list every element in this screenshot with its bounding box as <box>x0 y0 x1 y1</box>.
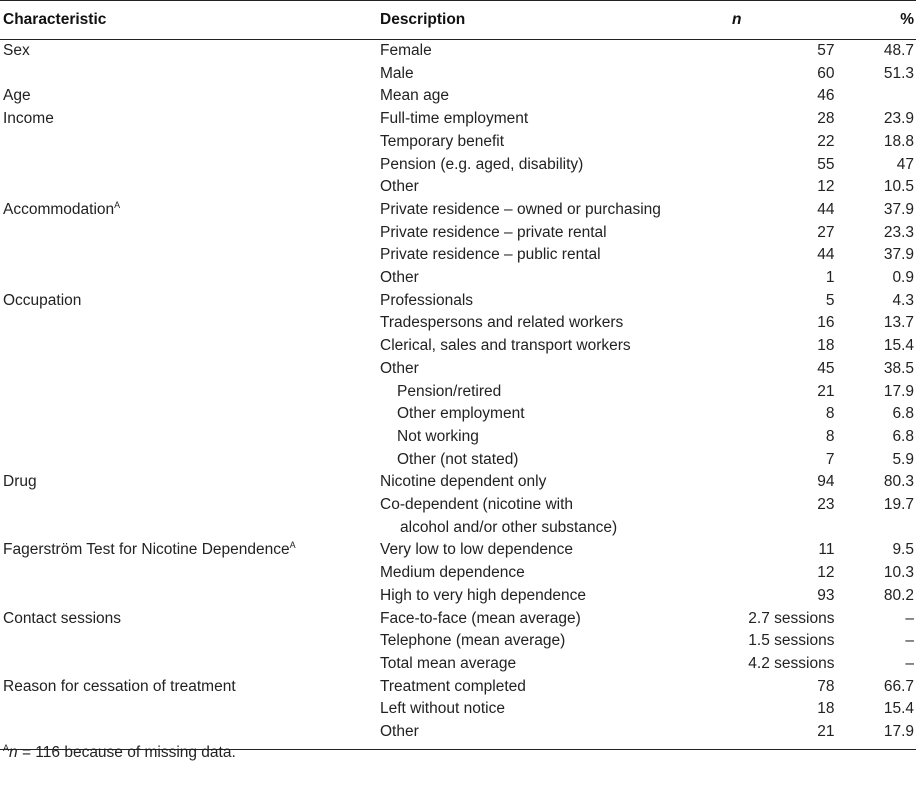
n-cell: 4.2 sessions <box>748 654 835 672</box>
header-n: n <box>732 1 834 40</box>
description-cell <box>380 539 732 562</box>
characteristic-cell <box>0 358 380 381</box>
characteristic-cell <box>0 131 380 154</box>
percent-cell: 15.4 <box>883 700 914 718</box>
percent-cell: 15.4 <box>883 337 914 355</box>
n-cell: 8 <box>825 405 835 423</box>
characteristic-cell <box>0 63 380 86</box>
n-cell: 44 <box>817 246 835 264</box>
description-cell <box>380 653 732 676</box>
percent-cell: 13.7 <box>883 314 914 332</box>
description-label: Left without notice <box>380 700 505 718</box>
percent-cell: 80.2 <box>883 586 914 604</box>
table-row <box>0 494 916 539</box>
characteristic-label: Accommodation <box>3 200 115 218</box>
description-cell <box>380 608 732 631</box>
table-row <box>0 63 916 86</box>
percent-cell: 51.3 <box>883 64 914 82</box>
percent-cell: 0.9 <box>892 269 914 287</box>
description-label: Mean age <box>380 87 449 105</box>
n-cell: 46 <box>817 87 835 105</box>
n-cell: 21 <box>817 723 835 741</box>
table-row <box>0 539 916 562</box>
table-row <box>0 176 916 199</box>
footnote <box>3 744 236 762</box>
description-label: Very low to low dependence <box>380 541 574 559</box>
n-cell: 55 <box>817 155 835 173</box>
description-cell <box>380 222 732 245</box>
description-label: Other <box>380 359 419 377</box>
description-label: Tradespersons and related workers <box>380 314 624 332</box>
characteristic-cell <box>0 698 380 721</box>
percent-cell: 9.5 <box>892 541 914 559</box>
description-label: Pension (e.g. aged, disability) <box>380 155 584 173</box>
n-cell: 44 <box>817 200 835 218</box>
description-label: Private residence – public rental <box>380 246 601 264</box>
table-row <box>0 381 916 404</box>
table-row <box>0 403 916 426</box>
description-cell <box>380 381 732 404</box>
description-label: Other <box>380 723 419 741</box>
description-cell <box>380 403 732 426</box>
description-label: Co-dependent (nicotine with <box>380 496 574 514</box>
characteristic-label: Income <box>3 110 54 128</box>
percent-cell: 4.3 <box>892 291 914 309</box>
table-body <box>0 40 916 750</box>
n-cell: 23 <box>817 496 835 514</box>
description-cell <box>380 335 732 358</box>
table-row <box>0 85 916 108</box>
footnote-marker: A <box>3 742 10 753</box>
characteristic-label: Sex <box>3 42 30 59</box>
percent-cell: 10.3 <box>883 564 914 582</box>
table-row <box>0 40 916 63</box>
percent-cell: 18.8 <box>883 132 914 150</box>
description-label: Not working <box>397 427 479 445</box>
characteristic-cell <box>0 403 380 426</box>
characteristic-cell <box>0 312 380 335</box>
n-cell: 1 <box>825 269 835 287</box>
characteristic-cell <box>0 676 380 699</box>
description-cell <box>380 244 732 267</box>
description-cell <box>380 131 732 154</box>
table-row <box>0 562 916 585</box>
table-row <box>0 358 916 381</box>
characteristic-cell <box>0 608 380 631</box>
description-label-continued: alcohol and/or other substance) <box>400 518 618 536</box>
n-cell: 12 <box>817 564 835 582</box>
description-label: Telephone (mean average) <box>380 632 566 650</box>
percent-cell: 23.9 <box>883 110 914 128</box>
description-cell <box>380 40 732 63</box>
table-row <box>0 290 916 313</box>
description-cell <box>380 698 732 721</box>
percent-cell: 38.5 <box>883 359 914 377</box>
header-row <box>0 1 916 40</box>
percent-cell: – <box>905 632 914 650</box>
n-cell: 12 <box>817 178 835 196</box>
characteristic-cell <box>0 653 380 676</box>
characteristic-label: Reason for cessation of treatment <box>3 677 236 695</box>
n-cell: 57 <box>817 42 835 59</box>
description-label: Face-to-face (mean average) <box>380 609 581 627</box>
percent-cell: 6.8 <box>892 427 914 445</box>
characteristic-cell <box>0 176 380 199</box>
characteristic-cell <box>0 108 380 131</box>
n-cell: 8 <box>825 427 835 445</box>
table-row <box>0 608 916 631</box>
footnote-text: = 116 because of missing data. <box>17 744 236 761</box>
description-cell <box>380 154 732 177</box>
n-cell: 16 <box>817 314 835 332</box>
table-row <box>0 131 916 154</box>
n-cell: 22 <box>817 132 835 150</box>
percent-cell: – <box>905 654 914 672</box>
characteristic-cell <box>0 562 380 585</box>
table-row <box>0 698 916 721</box>
description-cell <box>380 426 732 449</box>
description-cell <box>380 471 732 494</box>
description-label: Other (not stated) <box>397 450 519 468</box>
description-label: Private residence – owned or purchasing <box>380 200 661 218</box>
percent-cell: 17.9 <box>883 723 914 741</box>
percent-cell <box>834 85 916 108</box>
description-cell <box>380 312 732 335</box>
table-row <box>0 449 916 472</box>
characteristic-label: Age <box>3 87 31 105</box>
characteristic-cell <box>0 449 380 472</box>
table-row <box>0 471 916 494</box>
characteristic-cell <box>0 426 380 449</box>
table-row <box>0 426 916 449</box>
description-cell <box>380 721 732 749</box>
percent-cell: 37.9 <box>883 200 914 218</box>
n-cell: 7 <box>825 450 835 468</box>
description-label: Pension/retired <box>397 382 502 400</box>
description-cell <box>380 267 732 290</box>
characteristic-label: Contact sessions <box>3 609 122 627</box>
percent-cell: 47 <box>896 155 914 173</box>
n-cell: 18 <box>817 700 835 718</box>
footnote-marker: A <box>289 540 296 551</box>
description-cell <box>380 676 732 699</box>
header-description: Description <box>380 1 732 40</box>
description-label: Private residence – private rental <box>380 223 607 241</box>
characteristic-cell <box>0 154 380 177</box>
percent-cell: 17.9 <box>883 382 914 400</box>
table-row <box>0 653 916 676</box>
characteristic-cell <box>0 381 380 404</box>
description-label: Professionals <box>380 291 474 309</box>
characteristic-cell <box>0 630 380 653</box>
description-label: Other <box>380 178 419 196</box>
characteristic-cell <box>0 471 380 494</box>
footnote-n: n <box>9 744 18 761</box>
percent-cell: 37.9 <box>883 246 914 264</box>
table-row <box>0 630 916 653</box>
description-cell <box>380 108 732 131</box>
description-label: Full-time employment <box>380 110 529 128</box>
characteristic-label: Drug <box>3 473 37 491</box>
percent-cell: 66.7 <box>883 677 914 695</box>
n-cell: 2.7 sessions <box>748 609 835 627</box>
description-label: Nicotine dependent only <box>380 473 547 491</box>
n-cell: 5 <box>825 291 835 309</box>
characteristic-label: Fagerström Test for Nicotine Dependence <box>3 541 290 559</box>
characteristic-cell <box>0 585 380 608</box>
description-label: Clerical, sales and transport workers <box>380 337 631 355</box>
n-cell: 93 <box>817 586 835 604</box>
n-cell: 27 <box>817 223 835 241</box>
characteristic-label: Occupation <box>3 291 82 309</box>
description-cell <box>380 449 732 472</box>
characteristic-cell <box>0 539 380 562</box>
description-label: Other <box>380 269 419 287</box>
n-cell: 28 <box>817 110 835 128</box>
description-label: Medium dependence <box>380 564 525 582</box>
description-cell <box>380 85 732 108</box>
n-cell: 94 <box>817 473 835 491</box>
table-row <box>0 676 916 699</box>
characteristic-cell <box>0 494 380 539</box>
percent-cell: 10.5 <box>883 178 914 196</box>
percent-cell: 80.3 <box>883 473 914 491</box>
characteristic-cell <box>0 222 380 245</box>
percent-cell: 19.7 <box>883 496 914 514</box>
footnote-marker: A <box>114 199 121 210</box>
n-cell: 11 <box>818 541 835 559</box>
description-label: Female <box>380 42 432 59</box>
description-cell <box>380 562 732 585</box>
characteristic-cell <box>0 290 380 313</box>
description-label: High to very high dependence <box>380 586 586 604</box>
n-cell: 45 <box>817 359 835 377</box>
description-cell <box>380 494 732 539</box>
n-cell: 60 <box>817 64 835 82</box>
description-label: Treatment completed <box>380 677 526 695</box>
description-cell <box>380 585 732 608</box>
characteristic-cell <box>0 267 380 290</box>
percent-cell: 5.9 <box>892 450 914 468</box>
percent-cell: 48.7 <box>883 42 914 59</box>
description-cell <box>380 290 732 313</box>
n-cell: 1.5 sessions <box>748 632 835 650</box>
table-row <box>0 335 916 358</box>
description-cell <box>380 176 732 199</box>
n-cell: 18 <box>817 337 835 355</box>
description-cell <box>380 358 732 381</box>
percent-cell: 6.8 <box>892 405 914 423</box>
header-characteristic: Characteristic <box>0 1 380 40</box>
table-row <box>0 585 916 608</box>
characteristic-cell <box>0 85 380 108</box>
characteristic-cell <box>0 244 380 267</box>
characteristic-cell <box>0 335 380 358</box>
description-label: Male <box>380 64 414 82</box>
table-row <box>0 199 916 222</box>
table-row <box>0 312 916 335</box>
n-cell: 78 <box>817 677 835 695</box>
table-row <box>0 222 916 245</box>
percent-cell: – <box>905 609 914 627</box>
description-cell <box>380 199 732 222</box>
description-cell <box>380 630 732 653</box>
table-row <box>0 108 916 131</box>
description-label: Total mean average <box>380 654 517 672</box>
characteristic-cell <box>0 40 380 63</box>
description-cell <box>380 63 732 86</box>
header-percent: % <box>834 1 916 40</box>
description-label: Other employment <box>397 405 525 423</box>
percent-cell: 23.3 <box>883 223 914 241</box>
characteristic-cell <box>0 199 380 222</box>
description-label: Temporary benefit <box>380 132 505 150</box>
table-row <box>0 154 916 177</box>
table-row <box>0 267 916 290</box>
table-row <box>0 244 916 267</box>
n-cell: 21 <box>817 382 835 400</box>
